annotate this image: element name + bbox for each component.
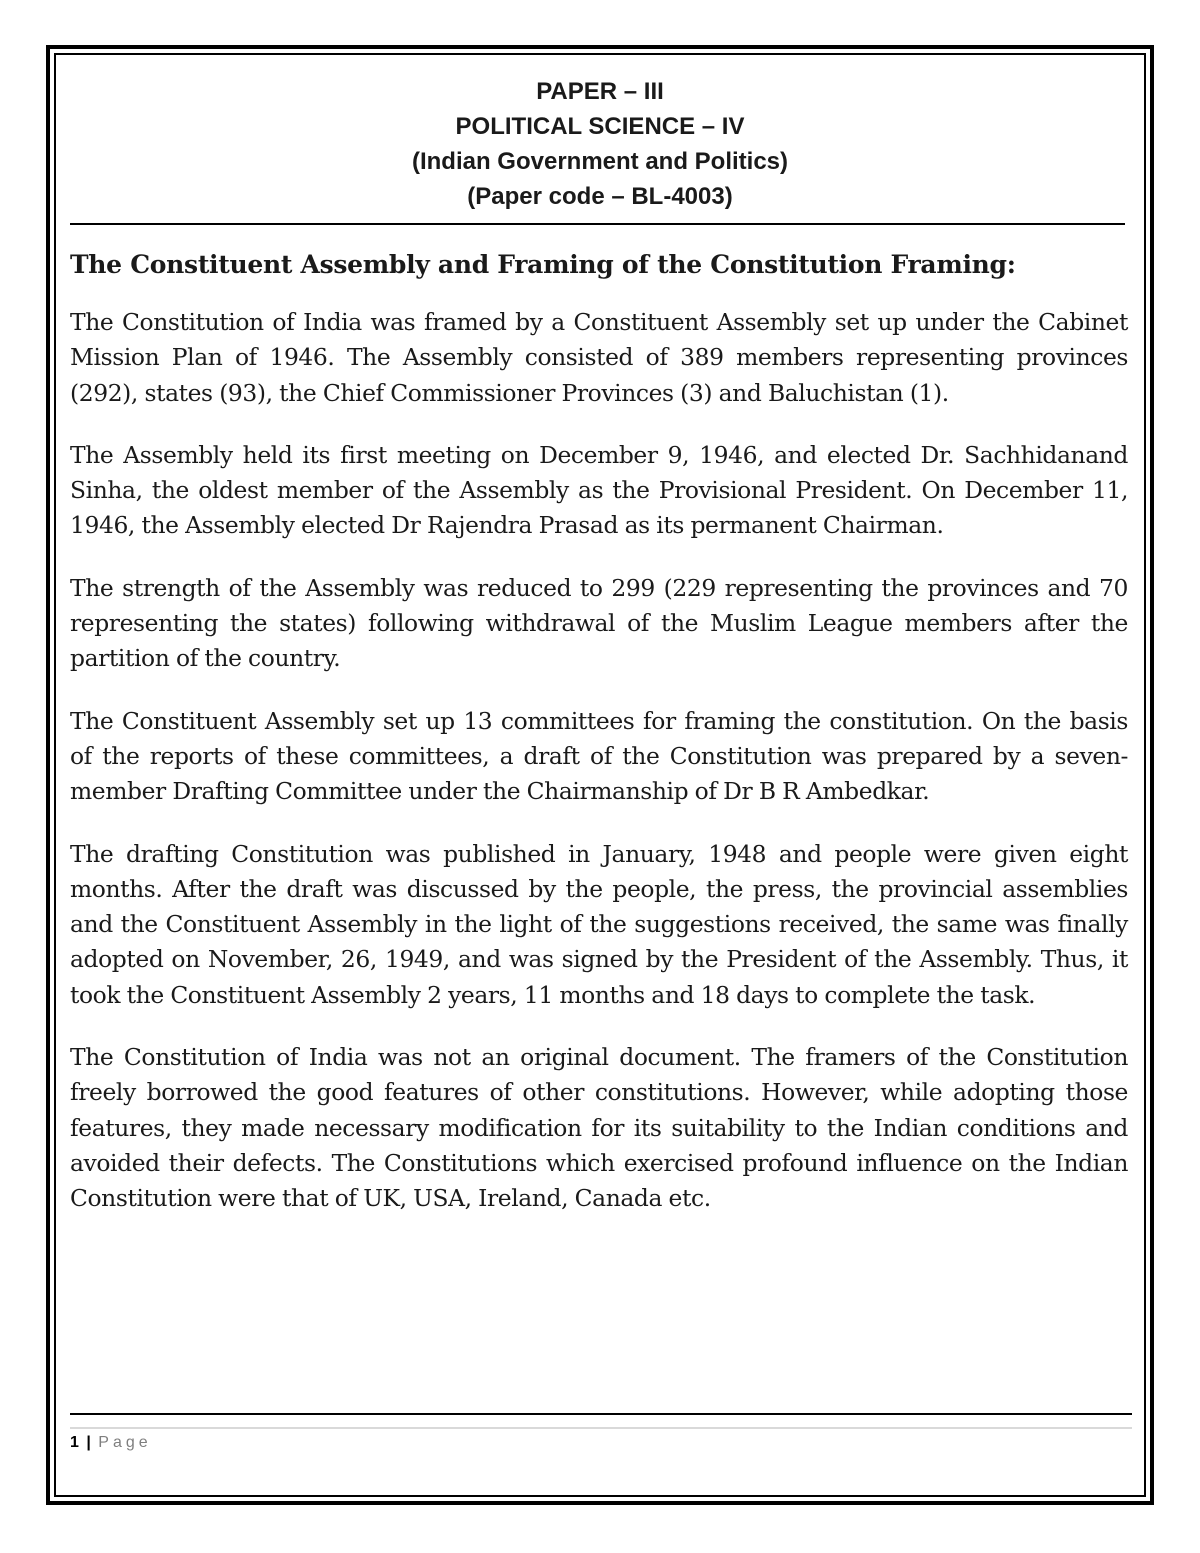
paragraph: The strength of the Assembly was reduced to 299 (229 representing the provinces and 70 representing the states) following withdrawal of the Muslim League members after the partition of the country. bbox=[70, 573, 1128, 673]
paragraph: The Constituent Assembly set up 13 committees for framing the constitution. On the basis of the reports of these committees, a draft of the Constitution was prepared by a seven-member Drafting Committee under the Chairmanship of Dr B R Ambedkar. bbox=[70, 706, 1128, 806]
header-divider bbox=[70, 223, 1125, 225]
paper-code: (Paper code – BL-4003) bbox=[467, 183, 733, 210]
paragraph: The Constitution of India was not an original document. The framers of the Constitution freely borrowed the good features of other constitutions. However, while adopting those features, they made necessary modification for its suitability to the Indian conditions and avoided their defects. The Constitutions which exercised profound influence on the Indian Constitution were that of UK, USA, Ireland, Canada etc. bbox=[70, 1043, 1128, 1213]
subject-subtitle: (Indian Government and Politics) bbox=[411, 148, 789, 175]
page-label: Page bbox=[98, 1434, 152, 1451]
subject-title: POLITICAL SCIENCE – IV bbox=[455, 113, 745, 140]
paragraph: The Constitution of India was framed by a Constituent Assembly set up under the Cabinet Mission Plan of 1946. The Assembly consisted of 389 members representing provinces (292), states (93), the Chief Commissioner Provinces (3) and Baluchistan (1). bbox=[70, 308, 1128, 407]
page-separator: | bbox=[86, 1434, 91, 1451]
footer-divider-light bbox=[70, 1427, 1132, 1429]
footer-divider bbox=[70, 1413, 1132, 1415]
page-number: 1 bbox=[70, 1434, 79, 1451]
paragraph: The drafting Constitution was published in January, 1948 and people were given eight months. After the draft was discussed by the people, the press, the provincial assemblies and the Constituent Assembly in the light of the suggestions received, the same was finally adopted on November, 26, 1949, and was signed by the President of the Assembly. Thus, it took the Constituent Assembly 2 years, 11 months and 18 days to complete the task. bbox=[70, 839, 1128, 1009]
page-footer bbox=[70, 1432, 152, 1454]
document-header bbox=[70, 74, 1130, 214]
paper-number: PAPER – III bbox=[536, 78, 664, 105]
paragraph: The Assembly held its first meeting on December 9, 1946, and elected Dr. Sachhidanand Sinha, the oldest member of the Assembly as the Provisional President. On December 11, 1946, the Assembly elected Dr Rajendra Prasad as its permanent Chairman. bbox=[70, 440, 1128, 540]
section-heading: The Constituent Assembly and Framing of the Constitution Framing: bbox=[70, 250, 1016, 279]
document-body bbox=[70, 247, 1128, 1244]
